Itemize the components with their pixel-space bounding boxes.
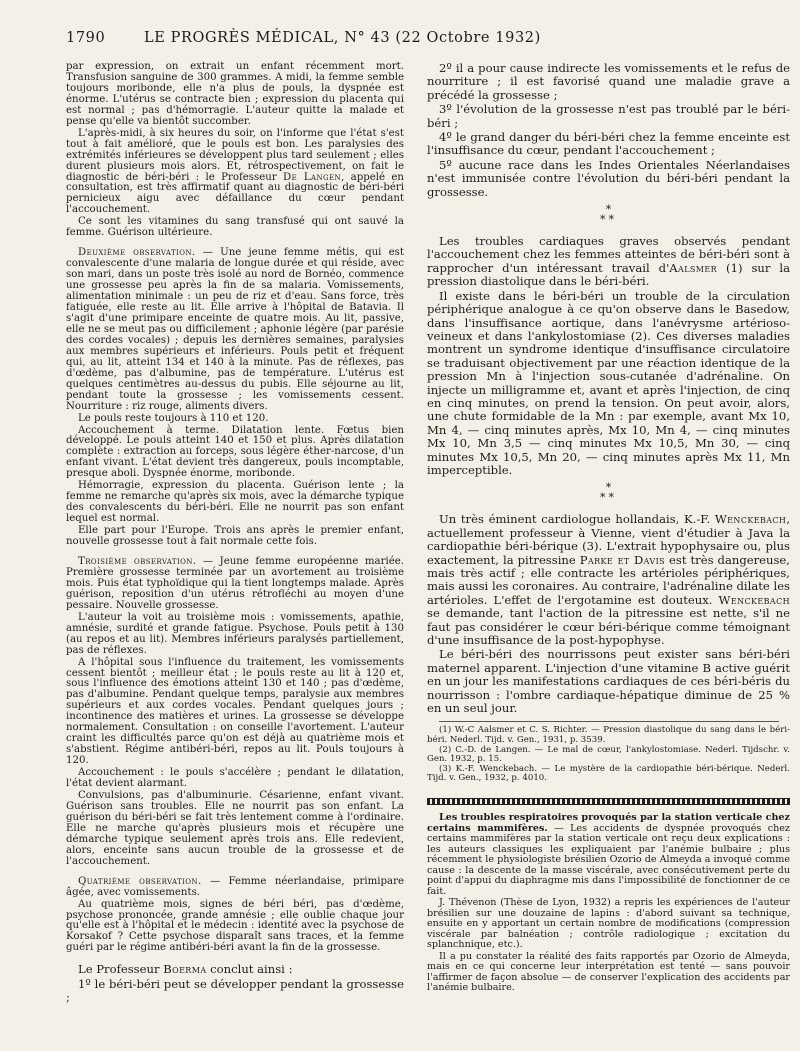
paragraph: Accouchement : le pouls s'accélère ; pendant le dilatation, l'état devient alarmant.: [66, 767, 404, 790]
right-column: [427, 62, 790, 995]
paragraph: J. Thévenon (Thèse de Lyon, 1932) a repris les expériences de l'auteur brésilien sur une douzaine de lapins : d'abord suivant sa technique, ensuite en y apportant un certain nombre de modifications (compression viscérale par balnéation ; contrôle radiologique ; excitation du splanchnique, etc.).: [427, 897, 790, 951]
paragraph: Elle part pour l'Europe. Trois ans après le premier enfant, nouvelle grossesse tout à fait normale cette fois.: [66, 525, 404, 548]
observation-heading: Quatrième observation.: [78, 875, 202, 887]
article-lead: Les troubles respiratoires provoqués par la station verticale chez certains mammifères. — Les accidents de dyspnée provoqués chez certains mammifères par la station verticale ont reçu deux explications : les auteurs classiques les expliquaient par l'anémie bulbaire ; plus récemment le physiologiste brésilien Ozorio de Almeyda a invoqué comme cause : la descente de la masse viscérale, avec consécutivement perte du point d'appui du diaphragme mis dans l'impossibilité de fonctionner de ce fait.: [427, 812, 790, 897]
observation-3: Troisième observation. — Jeune femme européenne mariée. Première grossesse terminée par un avortement au troisième mois. Puis état typhoïdique qui la tient longtemps malade. Après guérison, reposition d'un utérus rétrofléchi au moyen d'une pessaire. Nouvelle grossesse.: [66, 555, 404, 611]
paragraph: par expression, on extrait un enfant récemment mort. Transfusion sanguine de 300 grammes. A midi, la femme semble toujours moribonde, elle n'a plus de pouls, la dyspnée est énorme. L'utérus se contracte bien ; expression du placenta qui est normal ; pas d'hémorragie. L'auteur quitte la malade et pense qu'elle va bientôt succomber.: [66, 61, 404, 127]
paragraph: Convulsions, pas d'albuminurie. Césarienne, enfant vivant. Guérison sans troubles. Elle ne nourrit pas son enfant. La guérison du béri-béri se fait très lentement comme à l'ordinaire. Elle ne marche qu'après plusieurs mois et récupère une démarche typique seulement après trois ans. Elle redevient, alors, enceinte sans aucun trouble de la grossesse et de l'accouchement.: [66, 790, 404, 867]
paragraph: Il a pu constater la réalité des faits rapportés par Ozorio de Almeyda, mais en ce qui concerne leur interprétation est tenté — sans pouvoir l'affirmer de façon absolue — de conserver l'explication des accidents par l'anémie bulbaire.: [427, 950, 790, 994]
paragraph: L'auteur la voit au troisième mois : vomissements, apathie, amnésie, surdité et grande fatigue. Psychose. Pouls petit à 130 (au repos et au lit). Membres inférieurs paralysés partiellement, pas de réflexes.: [66, 611, 404, 656]
footnote: (1) W.-C Aalsmer et C. S. Richter. — Pression diastolique du sang dans le béri-béri. Nederl. Tijd. v. Gen., 1931, p. 3539.: [427, 725, 790, 746]
section-separator-stars: * **: [600, 203, 617, 227]
section-separator-stars: * **: [600, 481, 617, 505]
conclusion-intro: Le Professeur Boerma conclut ainsi :: [78, 962, 293, 977]
paragraph: Ce sont les vitamines du sang transfusé qui ont sauvé la femme. Guérison ultérieure.: [66, 216, 404, 239]
paragraph: Le béri-béri des nourrissons peut exister sans béri-béri maternel apparent. L'injection d'une vitamine B active guérit en un jour les manifestations cardiaques de ces béri-béris du nourrisson : l'ombre cardiaque-hépatique diminue de 25 % en un seul jour.: [427, 647, 790, 716]
conclusion-item: 5º aucune race dans les Indes Orientales Néerlandaises n'est immunisée contre l'évolution du béri-béri pendant la grossesse.: [427, 157, 790, 199]
paragraph: Au quatrième mois, signes de béri béri, pas d'œdème, psychose prononcée, grande amnésie ; elle oublie chaque jour qu'elle est à l'hôpital et le médecin : identité avec la psychose de Korsakof ? Cette psychose disparaît sans traces, et la femme guéri par le régime antibéri-béri avant la fin de la grossesse.: [66, 898, 404, 954]
paragraph: Le pouls reste toujours à 110 et 120.: [78, 412, 269, 424]
paragraph: Accouchement à terme. Dilatation lente. Fœtus bien développé. Le pouls atteint 140 et 150 et plus. Après dilatation complète : extraction au forceps, sous légère éther-narcose, d'un enfant vivant. L'état devient très dangereux, pouls incomptable, presque aboli. Dyspnée énorme, moribonde.: [66, 424, 404, 480]
page-number: 1790: [66, 30, 106, 46]
paragraph: Les troubles cardiaques graves observés pendant l'accouchement chez les femmes atteintes de béri-béri sont à rapprocher d'un intéressant travail d'Aalsmer (1) sur la pression diastolique dans le béri-béri.: [427, 234, 790, 289]
journal-title: LE PROGRÈS MÉDICAL, N° 43 (22 Octobre 1932): [144, 30, 541, 46]
observation-heading: Troisième observation.: [78, 555, 197, 567]
conclusion-item: 4º le grand danger du béri-béri chez la femme enceinte est l'insuffisance du cœur, pendant l'accouchement ;: [427, 130, 790, 158]
observation-heading: Deuxième observation.: [78, 247, 196, 259]
footnote: (3) K.-F. Wenckebach. — Le mystère de la cardiopathie béri-bérique. Nederl. Tijd. v. Gen., 1932, p. 4010.: [427, 763, 790, 784]
paragraph: L'après-midi, à six heures du soir, on l'informe que l'état s'est tout à fait amélioré, que le pouls est bon. Les paralysies des extrémités inférieures se développent plus tard seulement ; elles durent plusieurs mois alors. Et, rétrospectivement, on fait le diagnostic de béri-béri : le Professeur De Langen, appelé en consultation, est très affirmatif quant au diagnostic de béri-béri pernicieux aigu avec défaillance du cœur pendant l'accouchement.: [66, 127, 404, 216]
paragraph: Il existe dans le béri-béri un trouble de la circulation périphérique analogue à ce qu'on observe dans le Basedow, dans l'insuffisance aortique, dans l'anévrysme artérioso-veineux et dans l'ankylostomiase (2). Ces diverses maladies montrent un syndrome identique d'insuffisance circulatoire se traduisant objectivement par une réaction identique de la pression Mn à l'injection sous-cutanée d'adrénaline. On injecte un milligramme et, avant et après l'injection, de cinq en cinq minutes, on prend la tension. On peut avoir, alors, une chute formidable de la Mn : par exemple, avant Mx 10, Mn 4, — cinq minutes après, Mx 10, Mn 4, — cinq minutes Mx 10, Mn 3,5 — cinq minutes Mx 10,5, Mn 30, — cinq minutes Mx 10,5, Mn 20, — cinq minutes après Mx 11, Mn imperceptible.: [427, 288, 790, 477]
paragraph: Un très éminent cardiologue hollandais, K.-F. Wenckebach, actuellement professeur à Vienne, vient d'étudier à Java la cardiopathie béri-bérique (3). L'extrait hypophysaire ou, plus exactement, la pitressine Parke et Davis est très dangereuse, mais très actif ; elle contracte les artérioles périphériques, mais aussi les coronaires. Au contraire, l'adrénaline dilate les artérioles. L'effet de l'ergotamine est douteux. Wenckebach se demande, tant l'action de la pitressine est nette, s'il ne faut pas considérer le cœur béri-bérique comme témoignant d'une insuffisance de la post-hypophyse.: [427, 512, 790, 648]
conclusion-item: 1º le béri-béri peut se développer pendant la grossesse ;: [66, 976, 404, 1005]
observation-4: Quatrième observation. — Femme néerlandaise, primipare âgée, avec vomissements.: [66, 875, 405, 898]
paragraph: A l'hôpital sous l'influence du traitement, les vomissements cessent bientôt ; meilleur état ; le pouls reste au lit à 120 et, sous l'influence des émotions atteint 130 et 140 ; pas d'œdème, pas d'albumine. Pendant quelque temps, paralysie aux membres supérieurs et aux cordes vocales. Pendant quelques jours ; incontinence des matières et urines. La grossesse se développe normalement. Consultation : on conseille l'avortement. L'auteur craint les difficultés parce qu'on est déjà au quatrième mois et s'abstient. Régime antibéri-béri, repos au lit. Pouls toujours à 120.: [66, 656, 404, 767]
left-column: [66, 62, 404, 1006]
paragraph: Hémorragie, expression du placenta. Guérison lente ; la femme ne remarche qu'après six mois, avec la démarche typique des convalescents du béri-béri. Elle ne nourrit pas son enfant lequel est normal.: [66, 480, 404, 525]
conclusion-item: 3º l'évolution de la grossesse n'est pas troublé par le béri-béri ;: [427, 102, 790, 130]
observation-2: Deuxième observation. — Une jeune femme métis, qui est convalescente d'une malaria de longue durée et qui réside, avec son mari, dans un poste très isolé au nord de Bornéo, commence une grossesse peu après la fin de sa malaria. Vomissements, alimentation minimale : un peu de riz et d'eau. Sans force, très fatiguée, elle reste au lit. Elle arrive à l'hôpital de Batavia. Il s'agit d'une primipare enceinte de quatre mois. Au lit, passive, elle ne se meut pas ou difficilement ; aphonie légère (par parésie des cordes vocales) ; depuis les dernières semaines, paralysies aux membres supérieurs et inférieurs. Pouls petit et fréquent qui, au lit, atteint 134 et 140 à la minute. Pas de réflexes, pas d'œdème, pas d'albumine, pas de température. L'utérus est quelques centimètres au-dessus du pubis. Elle séjourne au lit, pendant toute la grossesse ; les vomissements cessent. Nourriture : riz rouge, aliments divers.: [66, 247, 404, 412]
conclusion-item: 2º il a pour cause indirecte les vomissements et le refus de nourriture ; il est favorisé quand une maladie grave a précédé la grossesse ;: [427, 61, 790, 102]
footnote-rule: [439, 721, 779, 722]
article-title: Les troubles respiratoires provoqués par la station verticale chez certains mammifères.: [427, 812, 790, 834]
footnote: (2) C.-D. de Langen. — Le mal de cœur, l'ankylostomiase. Nederl. Tijdschr. v. Gen. 1932, p. 15.: [427, 744, 790, 765]
article-divider: [427, 798, 790, 805]
